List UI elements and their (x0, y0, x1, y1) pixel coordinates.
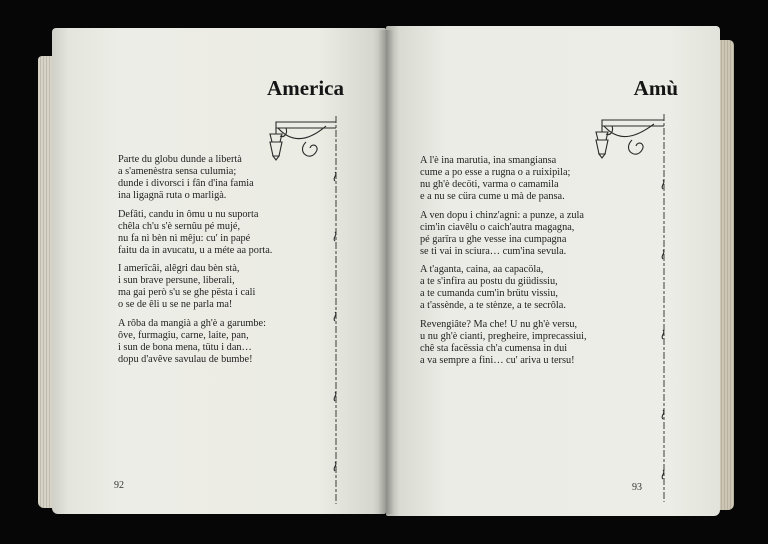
right-page-title: Amù (633, 76, 678, 100)
right-page (386, 26, 720, 516)
stanza (420, 155, 672, 203)
stanza (420, 319, 672, 367)
poem-line: i sun de bona mena, tütu i dan… (118, 341, 252, 353)
poem-line: I amerïcâi, alêgri dau bèn stà, (118, 263, 240, 275)
left-page (52, 28, 386, 514)
poem-line: cim'in ciavêlu o caich'autra magagna, (420, 221, 575, 233)
poem-line: Revengiâte? Ma che! U nu gh'è versu, (420, 318, 578, 330)
stanza (420, 264, 672, 312)
poem-line: pé garïra u ghe vesse ina cumpagna (420, 233, 567, 245)
poem-line: chêla ch'u s'è sernûu pé mujé, (118, 220, 241, 232)
poem-line: dunde i divorsci i fân d'ina famia (118, 178, 254, 190)
poem-line: A t'aganta, caina, aa capacöla, (420, 264, 544, 276)
poem-line: dopu d'avêve savulau de bumbe! (118, 353, 253, 365)
page-number: 92 (114, 480, 124, 491)
poem-line: ôve, furmagiu, carne, laite, pan, (118, 329, 249, 341)
poem-line: e a nu se cüra cume u mà de pansa. (420, 191, 565, 203)
stanza (420, 210, 672, 258)
poem-line: u nu gh'è cianti, pregheire, imprecassiui, (420, 330, 587, 342)
poem-line: a va sempre a fini… cu' ariva u tersu! (420, 354, 575, 366)
left-page-title: America (267, 76, 344, 100)
page-number: 93 (632, 482, 642, 493)
poem-line: a s'amenèstra sensa culumia; (118, 166, 237, 178)
poem-line: nu gh'è decöti, varma o camamila (420, 179, 559, 191)
poem-line: Parte du globu dunde a libertà (118, 154, 242, 165)
stanza (118, 154, 358, 202)
poem-line: ma gai però s'u se ghe pësta i cali (118, 287, 256, 299)
stanza (118, 263, 358, 311)
poem-line: faitu da in avucatu, u a méte aa porta. (118, 244, 273, 256)
poem-line: a te s'infira au postu du giüdissiu, (420, 276, 558, 288)
poem-line: A l'è ina marutia, ina smangiansa (420, 155, 557, 166)
poem-line: cume a po esse a rugna o a ruixipìla; (420, 167, 571, 179)
poem-line: a te cumanda cum'in brütu vissiu, (420, 288, 558, 300)
poem-line: A rôba da mangià a gh'è a garumbe: (118, 317, 266, 329)
poem-line: ina ligagnä ruta o marligà. (118, 190, 227, 202)
book-gutter (378, 30, 394, 514)
poem-line: se ti vai in sciura… cum'ina sevula. (420, 245, 567, 257)
poem-line: Defâti, candu in ômu u nu suporta (118, 208, 259, 220)
right-poem (420, 155, 672, 373)
poem-line: nu fa nì bèn nì mêju: cu' in papé (118, 232, 251, 244)
poem-line: a t'assènde, a te stènze, a te secrôla. (420, 300, 566, 312)
left-poem (118, 154, 358, 372)
poem-line: o se de êli u se ne parla ma! (118, 299, 233, 311)
stanza (118, 209, 358, 257)
stanza (118, 318, 358, 366)
poem-line: i sun brave persune, liberali, (118, 275, 235, 287)
poem-line: A ven dopu i chinz'agni: a punze, a zula (420, 209, 584, 221)
poem-line: chê sta facëssia ch'a cumensa in dui (420, 342, 568, 354)
